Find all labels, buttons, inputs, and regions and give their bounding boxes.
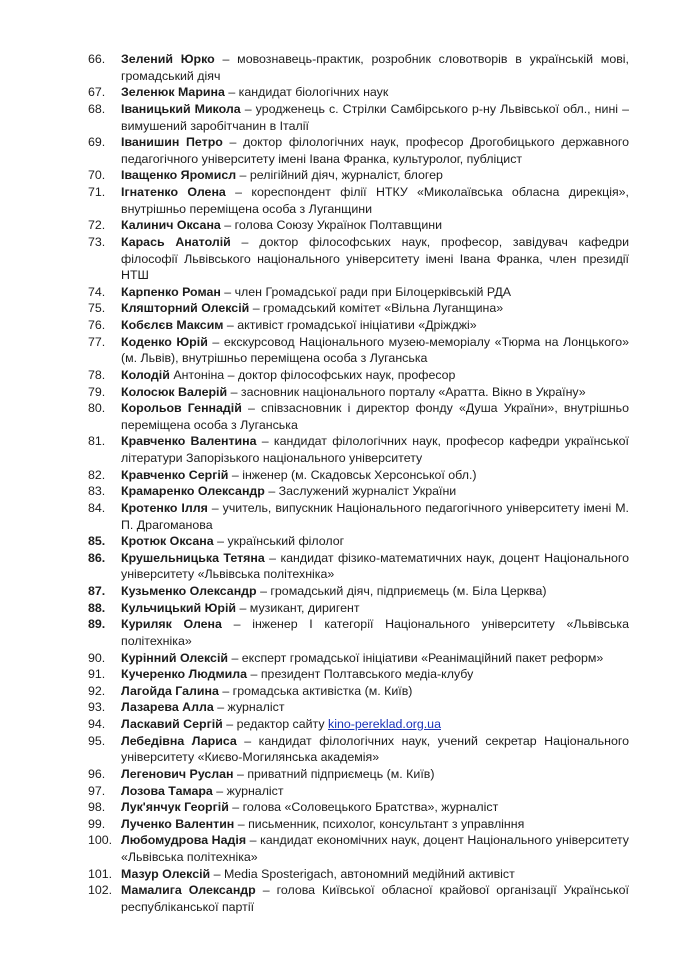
- list-item: [88, 317, 629, 334]
- person-description: – голова Союзу Українок Полтавщини: [220, 218, 443, 233]
- list-item: [88, 134, 629, 167]
- item-number: 77.: [88, 334, 106, 349]
- list-item: [88, 832, 629, 865]
- list-item: [88, 550, 629, 583]
- person-name: Карась Анатолій: [121, 234, 231, 249]
- list-item: [88, 533, 629, 550]
- list-item: [88, 733, 629, 766]
- list-item: [88, 816, 629, 833]
- item-number: 75.: [88, 301, 106, 316]
- item-number: 101.: [88, 866, 113, 881]
- person-description: – мовознавець-практик, розробник словотворів в українській мові, громадський діяч: [121, 52, 629, 83]
- item-number: 99.: [88, 816, 106, 831]
- list-item: [88, 799, 629, 816]
- item-number: 97.: [88, 783, 106, 798]
- person-name: Іванишин Петро: [121, 135, 223, 150]
- item-number: 93.: [88, 700, 106, 715]
- item-number: 87.: [88, 584, 106, 598]
- person-description: – доктор філологічних наук, професор Дрогобицького державного педагогічного університету імені Івана Франка, культуролог, публіцист: [121, 135, 629, 166]
- person-name: Крамаренко Олександр: [121, 484, 265, 499]
- item-number: 81.: [88, 434, 106, 449]
- person-name: Колодій: [121, 367, 170, 382]
- list-item: [88, 234, 629, 284]
- item-number: 92.: [88, 683, 106, 698]
- item-number: 85.: [88, 534, 106, 549]
- item-number: 74.: [88, 284, 106, 299]
- person-name: Лебедівна Лариса: [121, 733, 237, 748]
- list-item: [88, 666, 629, 683]
- person-description: – журналіст: [212, 783, 284, 798]
- item-number: 91.: [88, 667, 106, 682]
- website-link[interactable]: kino-pereklad.org.ua: [328, 717, 441, 731]
- item-number: 96.: [88, 766, 106, 781]
- person-description: – кореспондент філії НТКУ «Миколаївська обласна дирекція», внутрішньо переміщена особа з Луганщини: [121, 185, 630, 216]
- person-name: Колосюк Валерій: [121, 384, 228, 399]
- item-number: 88.: [88, 600, 106, 615]
- person-description: – екскурсовод Національного музею-меморіалу «Тюрма на Лонцького» (м. Львів), внутрішньо переміщена особа з Луганська: [121, 334, 629, 366]
- person-name: Куриляк Олена: [121, 617, 222, 632]
- list-item: [88, 433, 629, 466]
- person-description: – кандидат філологічних наук, професор кафедри української літератури Запорізького національного університету: [121, 434, 629, 465]
- list-item: [88, 500, 629, 533]
- list-item: [88, 600, 629, 617]
- person-description: – експерт громадської ініціативи «Реанімаційний пакет реформ»: [228, 650, 604, 665]
- item-number: 66.: [88, 52, 106, 66]
- person-name: Карпенко Роман: [121, 284, 221, 299]
- item-number: 90.: [88, 650, 106, 665]
- item-number: 100.: [88, 833, 113, 848]
- person-name: Зеленюк Марина: [121, 85, 225, 100]
- person-name: Кобєлєв Максим: [121, 318, 224, 332]
- list-item: [88, 683, 629, 700]
- person-name: Любомудрова Надія: [121, 833, 247, 848]
- person-name: Курінний Олексій: [121, 650, 229, 665]
- item-number: 72.: [88, 218, 106, 233]
- item-number: 89.: [88, 617, 106, 632]
- person-name: Калинич Оксана: [121, 218, 221, 233]
- person-name: Іваницький Микола: [121, 101, 241, 116]
- person-name: Кравченко Валентина: [121, 434, 257, 449]
- person-description: – кандидат економічних наук, доцент Національного університету «Львівська політехніка»: [121, 833, 629, 864]
- item-number: 84.: [88, 500, 106, 515]
- person-name: Лозова Тамара: [121, 783, 213, 798]
- person-name: Мазур Олексій: [121, 866, 211, 881]
- item-number: 69.: [88, 135, 106, 150]
- person-description: – приватний підприємець (м. Київ): [233, 766, 435, 781]
- person-description: – засновник національного порталу «Аратта. Вікно в Україну»: [227, 384, 586, 399]
- person-name: Кучеренко Людмила: [121, 667, 248, 682]
- person-name: Лученко Валентин: [121, 816, 235, 831]
- person-name: Кляшторний Олексій: [121, 301, 250, 316]
- person-description: – співзасновник і директор фонду «Душа України», внутрішньо переміщена особа з Луганська: [121, 401, 629, 432]
- list-item: [88, 101, 629, 134]
- list-item: [88, 650, 629, 667]
- person-name: Кротюк Оксана: [121, 534, 214, 549]
- person-description: – релігійний діяч, журналіст, блогер: [236, 168, 443, 183]
- item-number: 82.: [88, 467, 106, 482]
- item-number: 73.: [88, 234, 106, 249]
- item-number: 94.: [88, 717, 106, 731]
- item-number: 95.: [88, 733, 106, 748]
- list-item: [88, 300, 629, 317]
- list-item: [88, 284, 629, 301]
- person-description: – музикант, диригент: [236, 600, 360, 615]
- list-item: [88, 217, 629, 234]
- person-description: – кандидат філологічних наук, учений секретар Національного університету «Києво-Могилянська академія»: [121, 733, 629, 765]
- person-description: Антоніна – доктор філософських наук, професор: [169, 367, 456, 382]
- list-item: [88, 583, 629, 600]
- item-number: 86.: [88, 550, 106, 565]
- person-description: – редактор сайту: [222, 717, 328, 731]
- person-description: – учитель, випускник Національного педагогічного університету імені М. П. Драгоманова: [121, 500, 629, 532]
- item-number: 83.: [88, 484, 106, 499]
- list-item: [88, 84, 629, 101]
- list-item: [88, 483, 629, 500]
- person-name: Легенович Руслан: [121, 766, 234, 781]
- person-description: – активіст громадської ініціативи «Дріжджі»: [223, 318, 477, 332]
- list-item: [88, 699, 629, 716]
- person-description: – уродженець с. Стрілки Самбірського р-ну Львівської обл., нині – вимушений заробітчанин в Італії: [121, 101, 630, 133]
- person-description: – письменник, психолог, консультант з управління: [234, 816, 525, 831]
- person-name: Іващенко Яромисл: [121, 168, 237, 183]
- person-name: Кузьменко Олександр: [121, 584, 257, 598]
- list-item: [88, 167, 629, 184]
- person-name: Лазарева Алла: [121, 700, 214, 715]
- item-number: 70.: [88, 168, 106, 183]
- person-description: – Заслужений журналіст України: [264, 484, 457, 499]
- person-description: – громадський діяч, підприємець (м. Біла Церква): [256, 584, 547, 598]
- person-description: – кандидат фізико-математичних наук, доцент Національного університету «Львівська політехніка»: [121, 550, 629, 582]
- item-number: 76.: [88, 318, 106, 332]
- list-item: [88, 334, 629, 367]
- person-name: Кротенко Ілля: [121, 500, 208, 515]
- person-description: – член Громадської ради при Білоцерківській РДА: [220, 284, 512, 299]
- person-name: Ігнатенко Олена: [121, 185, 226, 199]
- person-name: Корольов Геннадій: [121, 401, 242, 416]
- person-description: – голова Київської обласної крайової організації Української республіканської партії: [121, 883, 629, 914]
- item-number: 67.: [88, 85, 106, 100]
- person-description: – президент Полтавського медіа-клубу: [247, 667, 474, 682]
- person-name: Крушельницька Тетяна: [121, 550, 265, 565]
- person-name: Ласкавий Сергій: [121, 717, 223, 731]
- list-item: [88, 882, 629, 915]
- person-description: – громадський комітет «Вільна Луганщина»: [249, 301, 504, 316]
- person-name: Мамалига Олександр: [121, 883, 256, 898]
- person-description: – доктор філософських наук, професор, завідувач кафедри філософії Львівського національного університету імені Івана Франка, член президії НТШ: [121, 234, 630, 283]
- list-item: [88, 766, 629, 783]
- item-number: 79.: [88, 384, 106, 399]
- list-item: [88, 467, 629, 484]
- list-item: [88, 866, 629, 883]
- person-description: – український філолог: [213, 534, 345, 549]
- person-description: – журналіст: [213, 700, 285, 715]
- item-number: 71.: [88, 185, 106, 199]
- person-description: – інженер (м. Скадовськ Херсонської обл.): [228, 467, 477, 482]
- list-item: [88, 384, 629, 401]
- item-number: 80.: [88, 401, 106, 416]
- person-description: – громадська активістка (м. Київ): [218, 683, 413, 698]
- person-name: Коденко Юрій: [121, 334, 208, 349]
- person-name: Кравченко Сергій: [121, 467, 229, 482]
- list-item: [88, 184, 629, 217]
- person-name: Лагойда Галина: [121, 683, 219, 698]
- list-item: [88, 51, 629, 84]
- person-description: – Media Sposterigach, автономний медійний активіст: [210, 866, 515, 881]
- person-description: – голова «Соловецького Братства», журналіст: [228, 800, 499, 815]
- list-item: [88, 616, 629, 649]
- person-description: – кандидат біологічних наук: [224, 85, 389, 100]
- list-item: [88, 400, 629, 433]
- item-number: 98.: [88, 800, 106, 815]
- person-name: Кульчицький Юрій: [121, 600, 237, 615]
- item-number: 102.: [88, 883, 113, 898]
- person-name: Зелений Юрко: [121, 52, 215, 66]
- person-description: – інженер І категорії Національного університету «Львівська політехніка»: [121, 617, 629, 648]
- item-number: 68.: [88, 101, 106, 116]
- list-item: [88, 716, 629, 733]
- list-item: [88, 367, 629, 384]
- list-item: [88, 783, 629, 800]
- person-name: Лук'янчук Георгій: [121, 800, 229, 815]
- document-page: [88, 51, 629, 916]
- item-number: 78.: [88, 367, 106, 382]
